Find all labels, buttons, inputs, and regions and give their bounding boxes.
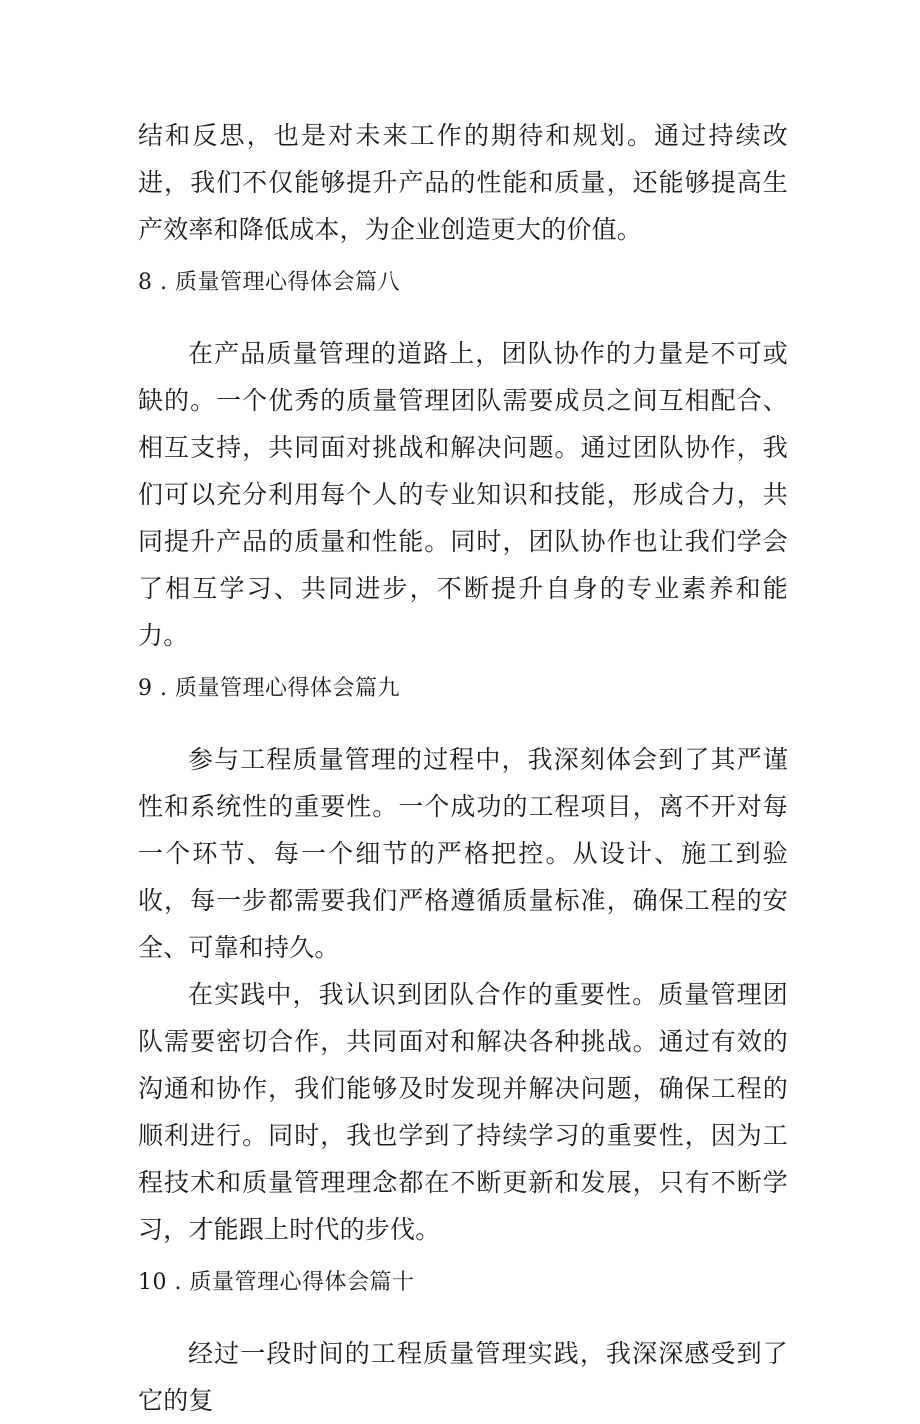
paragraph-section-8: 在产品质量管理的道路上，团队协作的力量是不可或缺的。一个优秀的质量管理团队需要成员之间互相配合、相互支持，共同面对挑战和解决问题。通过团队协作，我们可以充分利用每个人的专业知识和技能，形成合力，共同提升产品的质量和性能。同时，团队协作也让我们学会了相互学习、共同进步，不断提升自身的专业素养和能力。 — [138, 339, 788, 650]
section-heading-8: 8 . 质量管理心得体会篇八 — [138, 270, 400, 295]
section-heading-10: 10 . 质量管理心得体会篇十 — [138, 1270, 415, 1295]
document-page — [138, 112, 788, 1424]
paragraph-intro-continuation: 结和反思，也是对未来工作的期待和规划。通过持续改进，我们不仅能够提升产品的性能和质量，还能够提高生产效率和降低成本，为企业创造更大的价值。 — [138, 121, 788, 244]
paragraph-section-10: 经过一段时间的工程质量管理实践，我深深感受到了它的复 — [138, 1339, 788, 1415]
paragraph-section-9-a: 参与工程质量管理的过程中，我深刻体会到了其严谨性和系统性的重要性。一个成功的工程项目，离不开对每一个环节、每一个细节的严格把控。从设计、施工到验收，每一步都需要我们严格遵循质量标准，确保工程的安全、可靠和持久。 — [138, 745, 788, 962]
section-heading-9: 9 . 质量管理心得体会篇九 — [138, 676, 400, 701]
paragraph-section-9-b: 在实践中，我认识到团队合作的重要性。质量管理团队需要密切合作，共同面对和解决各种挑战。通过有效的沟通和协作，我们能够及时发现并解决问题，确保工程的顺利进行。同时，我也学到了持续学习的重要性，因为工程技术和质量管理理念都在不断更新和发展，只有不断学习，才能跟上时代的步伐。 — [138, 980, 788, 1244]
